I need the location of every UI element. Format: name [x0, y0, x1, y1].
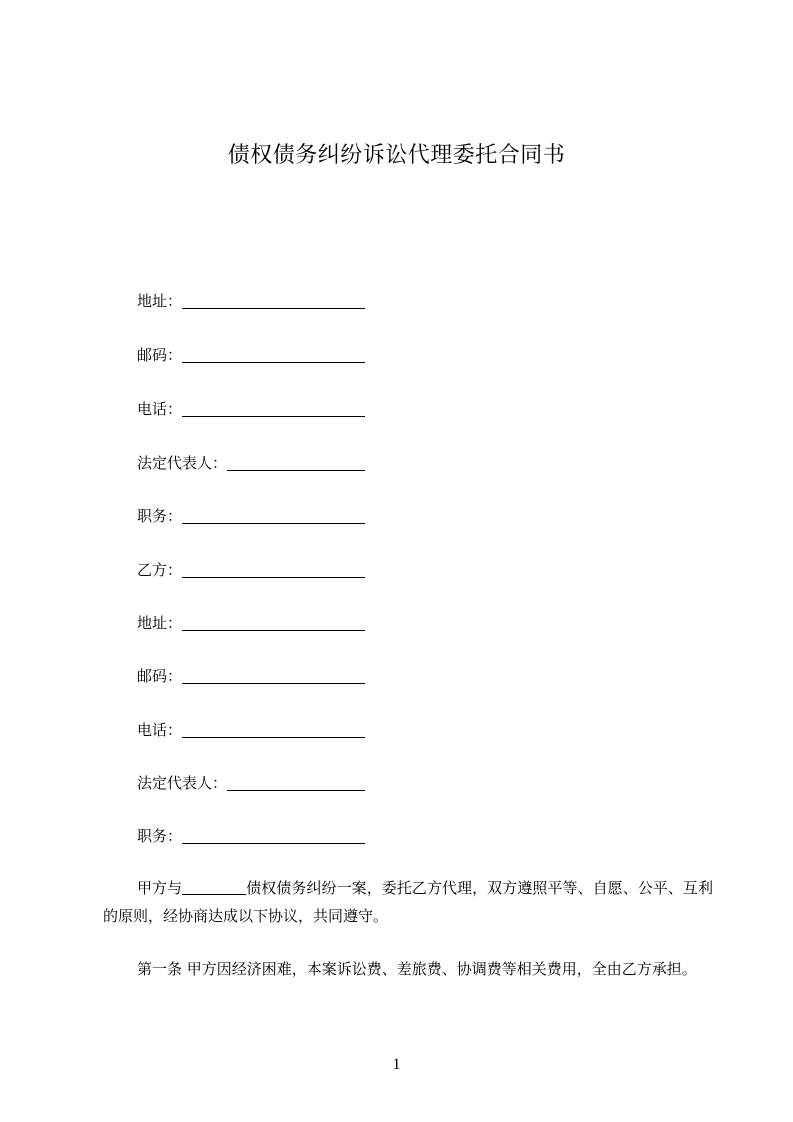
field-postcode — [137, 344, 365, 366]
fill-in-line[interactable] — [227, 773, 365, 791]
fill-in-line[interactable] — [182, 720, 365, 738]
intro-text-start: 甲方与 — [137, 879, 183, 897]
page-number: 1 — [392, 1056, 401, 1073]
field-position — [137, 505, 365, 527]
fill-in-line[interactable] — [182, 506, 365, 524]
intro-paragraph — [103, 874, 713, 930]
field-label: 电话： — [137, 721, 183, 739]
fill-in-blank[interactable] — [182, 877, 246, 895]
field-label: 法定代表人： — [137, 774, 228, 792]
field-address — [137, 290, 365, 312]
intro-text-rest: 债权债务纠纷一案，委托乙方代理，双方遵照平等、自愿、公平、互利的原则，经协商达成以下协议，共同遵守。 — [103, 879, 713, 925]
field-label: 乙方： — [137, 561, 183, 579]
field-postcode-b — [137, 665, 365, 687]
field-label: 职务： — [137, 507, 183, 525]
fill-in-line[interactable] — [182, 613, 365, 631]
field-party-b — [137, 559, 365, 581]
fill-in-line[interactable] — [182, 666, 365, 684]
field-label: 邮码： — [137, 667, 183, 685]
document-title: 债权债务纠纷诉讼代理委托合同书 — [227, 143, 566, 168]
field-label: 职务： — [137, 827, 183, 845]
field-legal-representative — [137, 452, 365, 474]
fill-in-line[interactable] — [227, 453, 365, 471]
field-label: 电话： — [137, 400, 183, 418]
field-address-b — [137, 612, 365, 634]
field-phone — [137, 398, 365, 420]
field-label: 法定代表人： — [137, 454, 228, 472]
fill-in-line[interactable] — [182, 345, 365, 363]
article-1-paragraph: 第一条 甲方因经济困难，本案诉讼费、差旅费、协调费等相关费用，全由乙方承担。 — [137, 960, 697, 978]
field-position-b — [137, 825, 365, 847]
fill-in-line[interactable] — [182, 826, 365, 844]
fill-in-line[interactable] — [182, 399, 365, 417]
field-label: 邮码： — [137, 346, 183, 364]
field-legal-representative-b — [137, 772, 365, 794]
field-label: 地址： — [137, 614, 183, 632]
field-label: 地址： — [137, 292, 183, 310]
field-phone-b — [137, 719, 365, 741]
fill-in-line[interactable] — [182, 560, 365, 578]
fill-in-line[interactable] — [182, 291, 365, 309]
